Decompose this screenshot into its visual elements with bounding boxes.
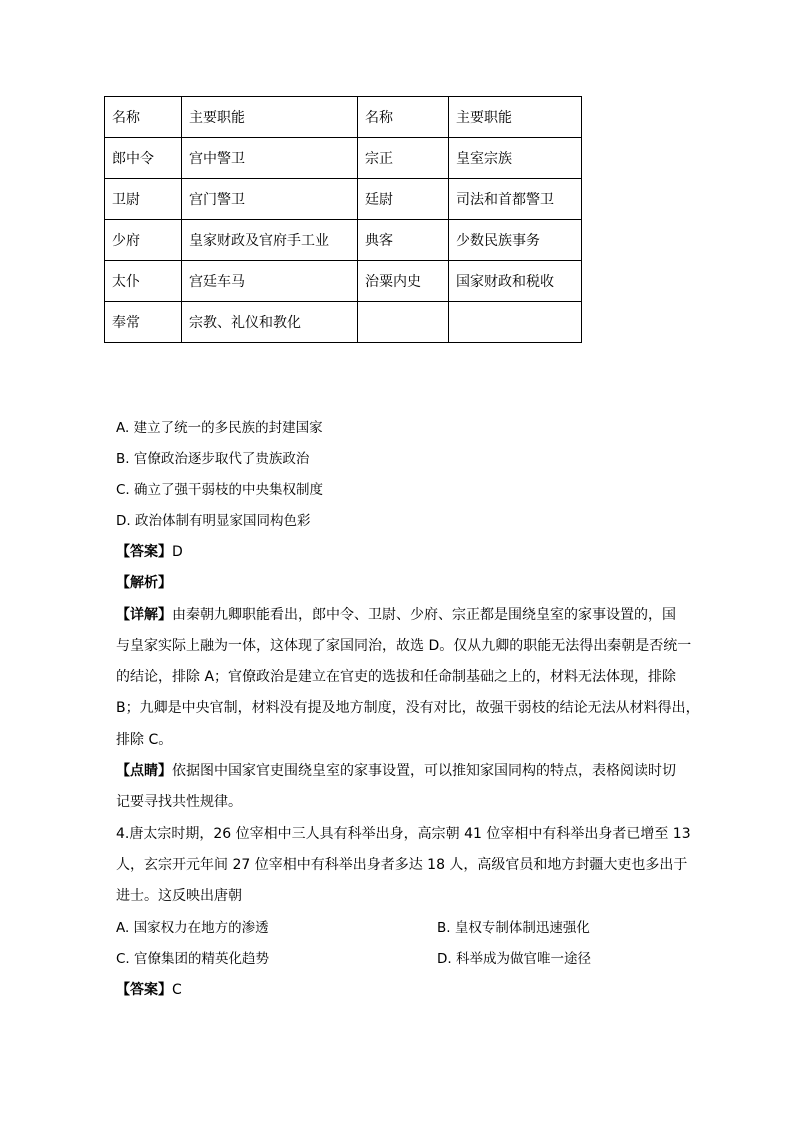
table-cell: 治粟内史 xyxy=(358,261,449,302)
table-header-cell: 名称 xyxy=(358,97,449,138)
point-line: 记要寻找共性规律。 xyxy=(116,794,242,810)
q3-option-a: A. 建立了统一的多民族的封建国家 xyxy=(116,420,323,436)
table-header-cell: 主要职能 xyxy=(449,97,582,138)
table-cell: 宗正 xyxy=(358,138,449,179)
point-line xyxy=(116,761,676,781)
table-header-row xyxy=(105,97,582,138)
q3-answer-line xyxy=(116,542,183,562)
q4-option-b: B. 皇权专制体制迅速强化 xyxy=(437,920,590,936)
answer-tag: 【答案】 xyxy=(116,544,172,560)
detail-text: 由秦朝九卿职能看出，郎中令、卫尉、少府、宗正都是围绕皇室的家事设置的，国 xyxy=(172,607,676,623)
q3-option-b: B. 官僚政治逐步取代了贵族政治 xyxy=(116,451,310,467)
table-row xyxy=(105,179,582,220)
q4-answer-line xyxy=(116,980,182,1000)
detail-line xyxy=(116,605,676,625)
detail-line: 排除 C。 xyxy=(116,732,173,748)
table-cell: 奉常 xyxy=(105,302,182,343)
table-cell: 太仆 xyxy=(105,261,182,302)
q4-options-row-2 xyxy=(116,949,716,969)
table-cell: 宫廷车马 xyxy=(182,261,358,302)
table-cell: 皇家财政及官府手工业 xyxy=(182,220,358,261)
q3-option-c: C. 确立了强干弱枝的中央集权制度 xyxy=(116,482,324,498)
q4-stem-line: 4.唐太宗时期，26 位宰相中三人具有科举出身，高宗朝 41 位宰相中有科举出身者已增至 13 xyxy=(116,826,691,842)
table-cell: 少数民族事务 xyxy=(449,220,582,261)
table-header-cell: 名称 xyxy=(105,97,182,138)
table-cell xyxy=(358,302,449,343)
point-tag: 【点睛】 xyxy=(116,763,172,779)
table-cell xyxy=(449,302,582,343)
q4-options-row-1 xyxy=(116,918,716,938)
table-row xyxy=(105,261,582,302)
detail-line: 与皇家实际上融为一体，这体现了家国同治，故选 D。仅从九卿的职能无法得出秦朝是否统一 xyxy=(116,638,692,654)
q4-option-d: D. 科举成为做官唯一途径 xyxy=(437,951,591,967)
answer-value: C xyxy=(172,982,182,998)
table-header-cell: 主要职能 xyxy=(182,97,358,138)
answer-tag: 【答案】 xyxy=(116,982,172,998)
table-cell: 典客 xyxy=(358,220,449,261)
table-cell: 宗教、礼仪和教化 xyxy=(182,302,358,343)
analysis-tag: 【解析】 xyxy=(116,575,172,591)
table-cell: 少府 xyxy=(105,220,182,261)
q3-option-d: D. 政治体制有明显家国同构色彩 xyxy=(116,513,311,529)
table-cell: 廷尉 xyxy=(358,179,449,220)
table-cell: 皇室宗族 xyxy=(449,138,582,179)
detail-tag: 【详解】 xyxy=(116,607,172,623)
table-cell: 国家财政和税收 xyxy=(449,261,582,302)
table-cell: 宫门警卫 xyxy=(182,179,358,220)
nine-ministers-table xyxy=(104,96,582,343)
detail-line: B；九卿是中央官制，材料没有提及地方制度，没有对比，故强干弱枝的结论无法从材料得出， xyxy=(116,700,700,716)
table-row xyxy=(105,220,582,261)
table-cell: 卫尉 xyxy=(105,179,182,220)
table-cell: 司法和首都警卫 xyxy=(449,179,582,220)
q4-stem-line: 人，玄宗开元年间 27 位宰相中有科举出身者多达 18 人，高级官员和地方封疆大吏也多出于 xyxy=(116,857,688,873)
detail-line: 的结论，排除 A；官僚政治是建立在官吏的选拔和任命制基础之上的，材料无法体现，排除 xyxy=(116,669,677,685)
q4-option-c: C. 官僚集团的精英化趋势 xyxy=(116,951,270,967)
table-cell: 郎中令 xyxy=(105,138,182,179)
point-text: 依据图中国家官吏围绕皇室的家事设置，可以推知家国同构的特点，表格阅读时切 xyxy=(172,763,676,779)
answer-value: D xyxy=(172,544,183,560)
q4-option-a: A. 国家权力在地方的渗透 xyxy=(116,920,269,936)
table-row xyxy=(105,302,582,343)
table-row xyxy=(105,138,582,179)
table-cell: 宫中警卫 xyxy=(182,138,358,179)
q4-stem-line: 进士。这反映出唐朝 xyxy=(116,888,242,904)
